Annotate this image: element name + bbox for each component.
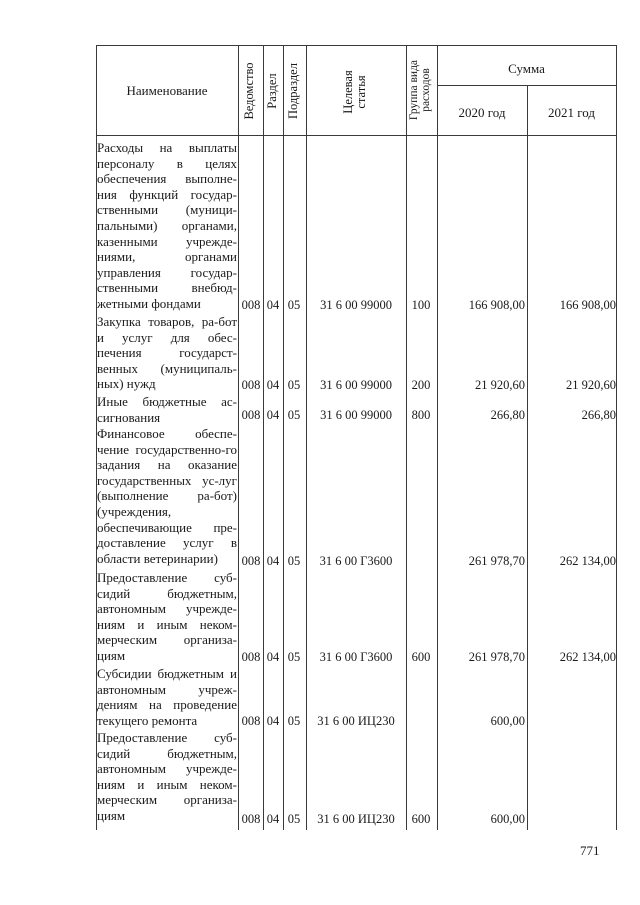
row-1-sum2020: 166 908,00 bbox=[468, 298, 525, 312]
row-5-sum2020: 261 978,70 bbox=[468, 650, 525, 664]
row-2-name: Закупка товаров, ра-бот и услуг для обес-печения государст-венных (муниципаль-ных) нужд bbox=[97, 314, 237, 392]
row-6-celevaya: 31 6 00 ИЦ230 bbox=[317, 714, 395, 728]
row-2-sum2020: 21 920,60 bbox=[475, 378, 525, 392]
row-7-gruppa: 600 bbox=[411, 812, 431, 826]
row-2-ved: 008 bbox=[241, 378, 261, 392]
row-4-name: Финансовое обеспе-чение государственно-го задания на оказание государственных ус-луг (выполнение ра-бот) (учреждения, обеспечивающие пре-доставление услуг в области ветеринарии) bbox=[97, 426, 237, 566]
header-summa: Сумма bbox=[508, 61, 545, 76]
header-podrazdel: Подраздел bbox=[286, 63, 300, 119]
row-6-name: Субсидии бюджетным и автономным учреж-дениям на проведение текущего ремонта bbox=[97, 666, 237, 728]
row-5-razdel: 04 bbox=[266, 650, 280, 664]
row-1-razdel: 04 bbox=[266, 298, 280, 312]
header-razdel: Раздел bbox=[265, 73, 279, 109]
header-year-2020: 2020 год bbox=[458, 105, 506, 120]
header-vedomstvo: Ведомство bbox=[242, 62, 256, 120]
row-1-sum2021: 166 908,00 bbox=[559, 298, 616, 312]
row-6-razdel: 04 bbox=[266, 714, 280, 728]
row-4-podrazdel: 05 bbox=[287, 554, 301, 568]
row-2-celevaya: 31 6 00 99000 bbox=[320, 378, 392, 392]
col-line-razdel bbox=[263, 45, 264, 830]
row-1-podrazdel: 05 bbox=[287, 298, 301, 312]
row-5-gruppa: 600 bbox=[411, 650, 431, 664]
row-2-sum2021: 21 920,60 bbox=[566, 378, 616, 392]
col-line-sum2020 bbox=[437, 45, 438, 830]
row-4-razdel: 04 bbox=[266, 554, 280, 568]
row-2-razdel: 04 bbox=[266, 378, 280, 392]
row-4-celevaya: 31 6 00 Г3600 bbox=[319, 554, 393, 568]
table-top-border bbox=[96, 45, 616, 46]
header-celevaya bbox=[342, 47, 370, 137]
row-5-celevaya: 31 6 00 Г3600 bbox=[319, 650, 393, 664]
row-7-podrazdel: 05 bbox=[287, 812, 301, 826]
col-line-right bbox=[616, 45, 617, 830]
row-3-ved: 008 bbox=[241, 408, 261, 422]
col-line-celevaya bbox=[306, 45, 307, 830]
header-name: Наименование bbox=[126, 83, 208, 98]
row-4-ved: 008 bbox=[241, 554, 261, 568]
header-celevaya-line2: статья bbox=[354, 75, 368, 109]
row-5-podrazdel: 05 bbox=[287, 650, 301, 664]
row-3-sum2020: 266,80 bbox=[490, 408, 525, 422]
row-6-ved: 008 bbox=[241, 714, 261, 728]
header-gruppa bbox=[408, 45, 434, 135]
row-3-gruppa: 800 bbox=[411, 408, 431, 422]
row-5-name: Предоставление суб-сидий бюджетным, автономным учрежде-ниям и иным неком-мерческим организа-циям bbox=[97, 570, 237, 663]
header-gruppa-line2: расходов bbox=[420, 68, 432, 112]
row-1-ved: 008 bbox=[241, 298, 261, 312]
row-5-sum2021: 262 134,00 bbox=[559, 650, 616, 664]
header-year-2021: 2021 год bbox=[548, 105, 595, 120]
row-7-celevaya: 31 6 00 ИЦ230 bbox=[317, 812, 395, 826]
col-line-ved bbox=[238, 45, 239, 830]
row-2-podrazdel: 05 bbox=[287, 378, 301, 392]
row-2-gruppa: 200 bbox=[411, 378, 431, 392]
row-4-sum2020: 261 978,70 bbox=[468, 554, 525, 568]
row-4-sum2021: 262 134,00 bbox=[559, 554, 616, 568]
row-7-razdel: 04 bbox=[266, 812, 280, 826]
row-5-ved: 008 bbox=[241, 650, 261, 664]
col-line-sum2021 bbox=[527, 85, 528, 830]
row-3-razdel: 04 bbox=[266, 408, 280, 422]
header-celevaya-line1: Целевая bbox=[341, 70, 355, 114]
row-3-sum2021: 266,80 bbox=[581, 408, 616, 422]
header-gruppa-line1: Группа вида bbox=[408, 59, 420, 121]
row-3-name: Иные бюджетные ас-сигнования bbox=[97, 394, 237, 425]
col-line-podrazdel bbox=[283, 45, 284, 830]
row-3-celevaya: 31 6 00 99000 bbox=[320, 408, 392, 422]
row-1-celevaya: 31 6 00 99000 bbox=[320, 298, 392, 312]
row-7-sum2020: 600,00 bbox=[490, 812, 525, 826]
col-line-gruppa bbox=[406, 45, 407, 830]
row-3-podrazdel: 05 bbox=[287, 408, 301, 422]
row-6-podrazdel: 05 bbox=[287, 714, 301, 728]
row-7-name: Предоставление суб-сидий бюджетным, автономным учрежде-ниям и иным неком-мерческим организа-циям bbox=[97, 730, 237, 823]
row-6-sum2020: 600,00 bbox=[490, 714, 525, 728]
row-1-gruppa: 100 bbox=[411, 298, 431, 312]
row-1-name: Расходы на выплаты персоналу в целях обеспечения выполне-ния функций государ-ственными (муници-пальными) органами, казенными учрежде-ниями, органами управления государ-ственными внебюд-жетными фондами bbox=[97, 140, 237, 311]
row-7-ved: 008 bbox=[241, 812, 261, 826]
page-number: 771 bbox=[580, 843, 600, 858]
